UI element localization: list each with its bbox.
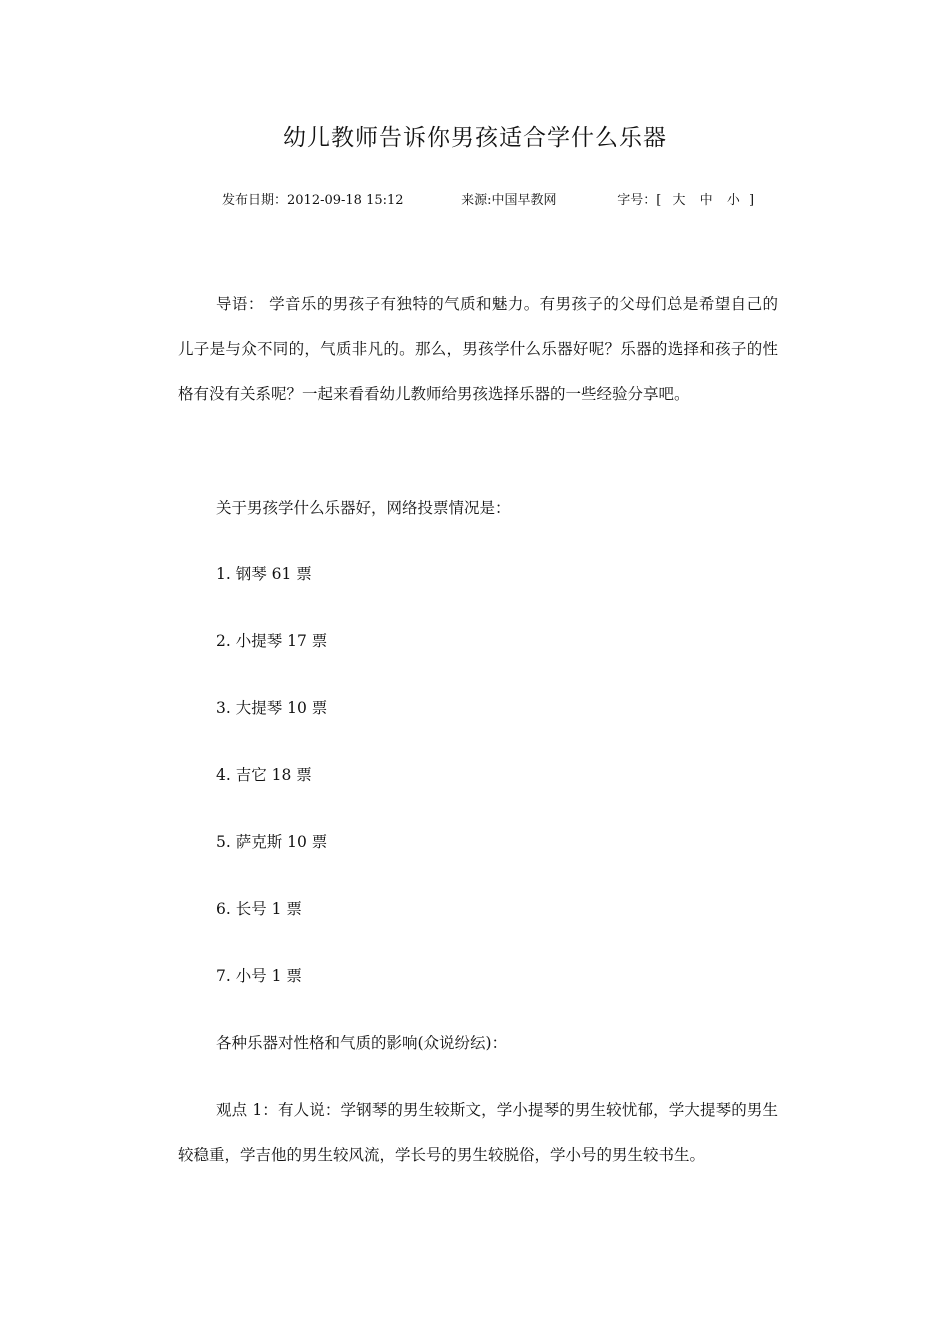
font-size-control bbox=[617, 190, 754, 212]
vote-item: 1. 钢琴 61 票 bbox=[216, 565, 312, 583]
vote-item: 2. 小提琴 17 票 bbox=[216, 632, 328, 650]
vote-item: 3. 大提琴 10 票 bbox=[216, 699, 328, 717]
vote-item: 4. 吉它 18 票 bbox=[216, 766, 312, 784]
font-size-medium-link[interactable]: 中 bbox=[699, 193, 713, 208]
vote-item: 5. 萨克斯 10 票 bbox=[216, 833, 328, 851]
article-source: 来源:中国早教网 bbox=[461, 193, 557, 208]
influence-heading: 各种乐器对性格和气质的影响(众说纷纭)： bbox=[216, 1034, 508, 1052]
font-size-label: 字号：[ bbox=[617, 193, 662, 208]
font-size-small-link[interactable]: 小 bbox=[726, 193, 740, 208]
opinion-paragraph: 观点 1：有人说：学钢琴的男生较斯文，学小提琴的男生较忧郁，学大提琴的男生较稳重，学吉他的男生较风流，学长号的男生较脱俗，学小号的男生较书生。 bbox=[178, 1101, 778, 1164]
font-size-large-link[interactable]: 大 bbox=[672, 193, 686, 208]
vote-item: 7. 小号 1 票 bbox=[216, 967, 302, 985]
article-title: 幼儿教师告诉你男孩适合学什么乐器 bbox=[283, 125, 667, 151]
font-size-close-bracket: ] bbox=[748, 193, 755, 208]
article-meta bbox=[222, 190, 754, 212]
intro-paragraph: 导语： 学音乐的男孩子有独特的气质和魅力。有男孩子的父母们总是希望自己的儿子是与众不同的，气质非凡的。那么，男孩学什么乐器好呢？乐器的选择和孩子的性格有没有关系呢？一起来看看幼儿教师给男孩选择乐器的一些经验分享吧。 bbox=[178, 295, 778, 403]
vote-item: 6. 长号 1 票 bbox=[216, 900, 302, 918]
publish-date: 发布日期：2012-09-18 15:12 bbox=[222, 193, 404, 208]
vote-heading: 关于男孩学什么乐器好，网络投票情况是： bbox=[216, 499, 511, 517]
